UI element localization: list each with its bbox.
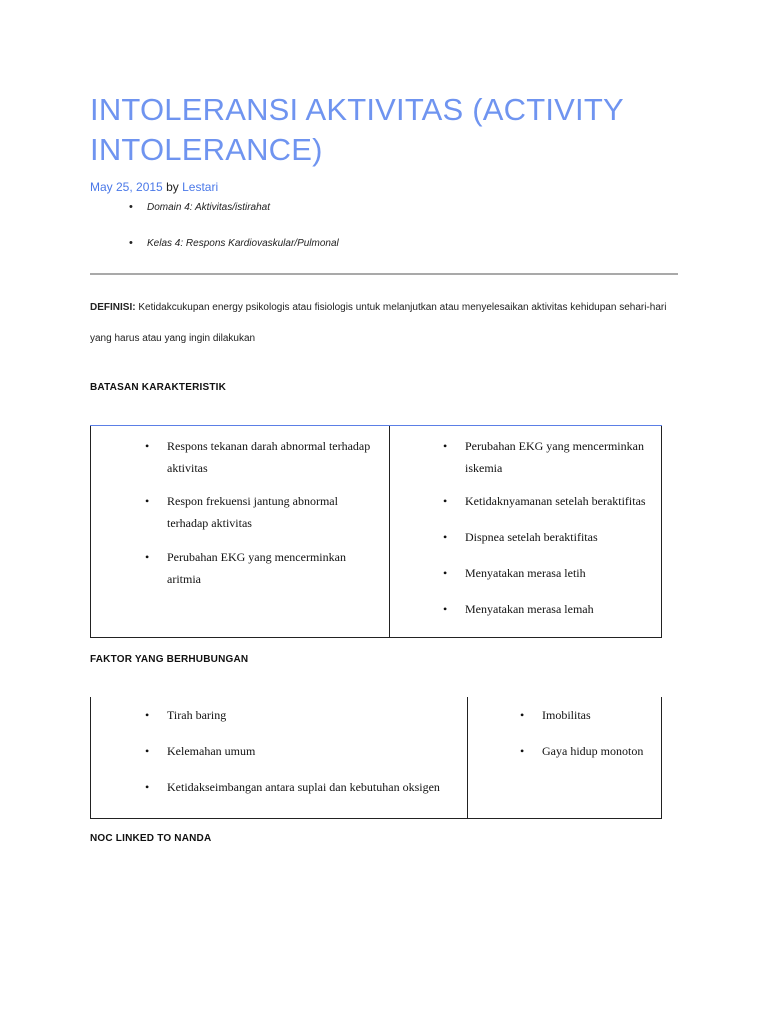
bullet-icon: • (443, 439, 448, 453)
list-item-line: aktivitas (167, 461, 208, 475)
definition-text: Ketidakcukupan energy psikologis atau fisiologis untuk melanjutkan atau menyelesaikan aktivitas kehidupan sehari-hari yang harus atau yang ingin dilakukan (90, 302, 667, 344)
list-item-line: Ketidakseimbangan antara suplai dan kebutuhan oksigen (167, 780, 440, 794)
category-label: Domain 4: Aktivitas/istirahat (147, 202, 271, 213)
bullet-icon: • (145, 708, 150, 722)
post-date-link[interactable]: May 25, 2015 (90, 180, 163, 194)
post-meta (90, 180, 218, 194)
bullet-icon: • (443, 566, 448, 580)
column-divider (389, 426, 390, 637)
list-item-line: Kelemahan umum (167, 744, 256, 758)
bullet-icon: • (443, 530, 448, 544)
list-item-line: iskemia (465, 461, 503, 475)
bullet-icon: • (145, 744, 150, 758)
list-item (520, 704, 591, 726)
list-item-line: Ketidaknyamanan setelah beraktifitas (465, 494, 646, 508)
page-title: INTOLERANSI AKTIVITAS (ACTIVITY INTOLERANCE) (90, 92, 624, 167)
batasan-table (90, 425, 662, 638)
list-item-line: Perubahan EKG yang mencerminkan (167, 550, 346, 564)
list-item (443, 490, 646, 512)
bullet-icon: • (520, 744, 525, 758)
batasan-heading: BATASAN KARAKTERISTIK (90, 382, 227, 393)
list-item-line: Respons tekanan darah abnormal terhadap (167, 439, 371, 453)
list-item (145, 546, 346, 590)
faktor-table (90, 697, 662, 819)
list-item-line: Tirah baring (167, 708, 227, 722)
bullet-icon: • (145, 439, 150, 453)
list-item (520, 740, 644, 762)
bullet-icon: • (145, 550, 150, 564)
list-item (145, 435, 371, 479)
list-item-line: Gaya hidup monoton (542, 744, 644, 758)
list-item (145, 704, 227, 726)
list-item (443, 598, 594, 620)
list-item-line: terhadap aktivitas (167, 516, 252, 530)
author-link[interactable]: Lestari (182, 180, 219, 194)
list-item (443, 435, 644, 479)
category-item-kelas[interactable] (129, 237, 339, 249)
faktor-heading: FAKTOR YANG BERHUBUNGAN (90, 654, 249, 665)
table-top-border (90, 425, 662, 426)
list-item (443, 526, 598, 548)
bullet-icon: • (145, 494, 150, 508)
bullet-icon: • (443, 602, 448, 616)
category-label: Kelas 4: Respons Kardiovaskular/Pulmonal (147, 238, 339, 249)
list-item (145, 490, 338, 534)
list-item-line: Perubahan EKG yang mencerminkan (465, 439, 644, 453)
by-label: by (166, 180, 179, 194)
column-divider (467, 697, 468, 818)
list-item (145, 740, 256, 762)
horizontal-divider (90, 273, 678, 275)
bullet-icon: • (129, 201, 133, 213)
category-item-domain[interactable] (129, 201, 271, 213)
bullet-icon: • (129, 237, 133, 249)
bullet-icon: • (145, 780, 150, 794)
list-item-line: Imobilitas (542, 708, 591, 722)
list-item (145, 776, 440, 798)
bullet-icon: • (520, 708, 525, 722)
list-item-line: Dispnea setelah beraktifitas (465, 530, 598, 544)
noc-heading: NOC LINKED TO NANDA (90, 833, 212, 844)
list-item (443, 562, 586, 584)
definition-paragraph (90, 292, 690, 354)
definition-label: DEFINISI: (90, 302, 136, 313)
list-item-line: aritmia (167, 572, 201, 586)
list-item-line: Menyatakan merasa lemah (465, 602, 594, 616)
bullet-icon: • (443, 494, 448, 508)
list-item-line: Respon frekuensi jantung abnormal (167, 494, 338, 508)
list-item-line: Menyatakan merasa letih (465, 566, 586, 580)
